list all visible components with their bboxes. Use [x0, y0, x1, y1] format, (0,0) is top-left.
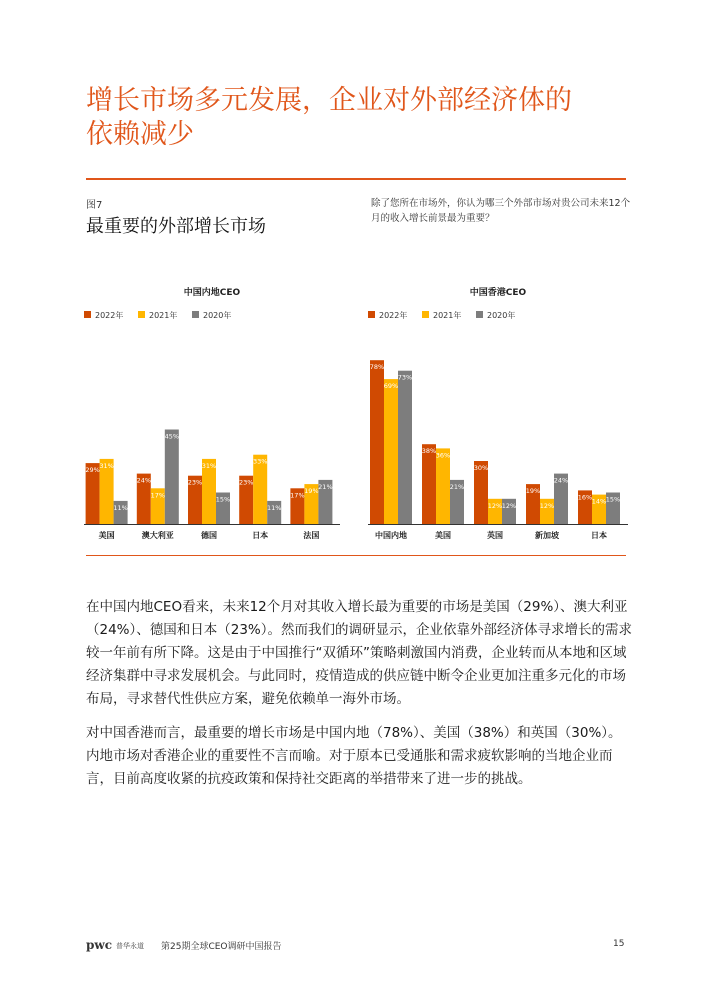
legend-swatch — [84, 311, 91, 318]
page-title-line1: 增长市场多元发展，企业对外部经济体的 — [86, 85, 572, 116]
bar — [398, 371, 412, 524]
chart-divider — [86, 555, 626, 556]
data-label: 73% — [397, 373, 413, 382]
data-label: 19% — [525, 487, 541, 496]
data-label: 30% — [473, 464, 489, 472]
data-label: 33% — [252, 457, 268, 466]
data-label: 17% — [150, 491, 166, 500]
data-label: 31% — [99, 461, 114, 470]
data-label: 15% — [605, 495, 621, 504]
data-label: 38% — [421, 447, 437, 456]
data-label: 12% — [539, 501, 555, 510]
category-label: 日本 — [252, 531, 269, 540]
legend-label: 2020年 — [203, 311, 232, 320]
data-label: 16% — [577, 493, 593, 502]
category-label: 日本 — [591, 531, 607, 540]
legend-swatch — [476, 311, 483, 318]
bar — [422, 444, 436, 524]
data-label: 17% — [290, 491, 305, 500]
survey-question: 除了您所在市场外，你认为哪三个外部市场对贵公司未来12个月的收入增长前景最为重要？ — [371, 198, 631, 224]
data-label: 11% — [113, 503, 128, 512]
legend-label: 2022年 — [95, 311, 124, 320]
legend-label: 2020年 — [487, 311, 516, 320]
category-label: 法国 — [303, 531, 320, 540]
body-paragraph-2: 对中国香港而言，最重要的增长市场是中国内地（78%）、美国（38%）和英国（30%）。内地市场对香港企业的重要性不言而喻。对于原本已受通胀和需求疲软影响的当地企业而言，目前高度收紧的抗疫政策和保持社交距离的举措带来了进一步的挑战。 — [86, 725, 622, 787]
pwc-logo — [86, 938, 112, 952]
category-label: 中国内地 — [375, 531, 407, 540]
legend-swatch — [368, 311, 375, 318]
data-label: 19% — [304, 487, 319, 496]
data-label: 23% — [238, 478, 254, 487]
bar — [384, 379, 398, 524]
legend-label: 2021年 — [433, 311, 462, 320]
chart-1 — [84, 286, 340, 540]
page-title-line2: 依赖减少 — [86, 119, 194, 150]
data-label: 29% — [85, 466, 100, 475]
bar — [436, 448, 450, 524]
data-label: 23% — [187, 478, 203, 487]
bar — [165, 430, 179, 525]
legend-swatch — [422, 311, 429, 318]
legend-label: 2022年 — [379, 311, 408, 320]
data-label: 14% — [591, 497, 607, 506]
figure-title: 最重要的外部增长市场 — [86, 216, 266, 237]
page-number: 15 — [613, 939, 625, 949]
category-label: 美国 — [435, 531, 451, 540]
category-label: 澳大利亚 — [141, 531, 174, 540]
data-label: 11% — [266, 503, 282, 512]
chart-2 — [368, 286, 628, 540]
category-label: 德国 — [201, 531, 217, 540]
legend-swatch — [192, 311, 199, 318]
footer-brand: 普华永道 — [116, 942, 144, 950]
data-label: 24% — [136, 476, 152, 485]
data-label: 36% — [435, 451, 451, 460]
data-label: 78% — [369, 363, 385, 372]
category-label: 英国 — [487, 531, 503, 540]
chart-title: 中国香港CEO — [469, 288, 527, 298]
data-label: 69% — [383, 382, 399, 391]
footer-report-title: 第25期全球CEO调研中国报告 — [161, 942, 282, 952]
data-label: 45% — [164, 432, 180, 441]
body-paragraph-1: 在中国内地CEO看来，未来12个月对其收入增长最为重要的市场是美国（29%）、澳大利亚（24%）、德国和日本（23%）。然而我们的调研显示，企业依靠外部经济体寻求增长的需求较一年前有所下降。这是由于中国推行“双循环”策略刺激国内消费，企业转而从本地和区域经济集群中寻求发展机会。与此同时，疫情造成的供应链中断令企业更加注重多元化的市场布局，寻求替代性供应方案，避免依赖单一海外市场。 — [86, 599, 633, 707]
data-label: 21% — [318, 482, 333, 491]
pwc-logo-text: pwc — [86, 938, 113, 952]
legend-swatch — [138, 311, 145, 318]
legend-label: 2021年 — [149, 311, 178, 320]
chart-title: 中国内地CEO — [183, 288, 241, 298]
data-label: 12% — [487, 501, 503, 510]
data-label: 31% — [201, 461, 217, 470]
category-label: 美国 — [98, 531, 115, 540]
data-label: 21% — [449, 482, 465, 491]
category-label: 新加坡 — [535, 531, 559, 540]
data-label: 12% — [501, 501, 517, 510]
figure-label: 图7 — [86, 200, 103, 211]
data-label: 24% — [553, 476, 569, 485]
data-label: 15% — [215, 495, 231, 504]
bar — [370, 360, 384, 524]
